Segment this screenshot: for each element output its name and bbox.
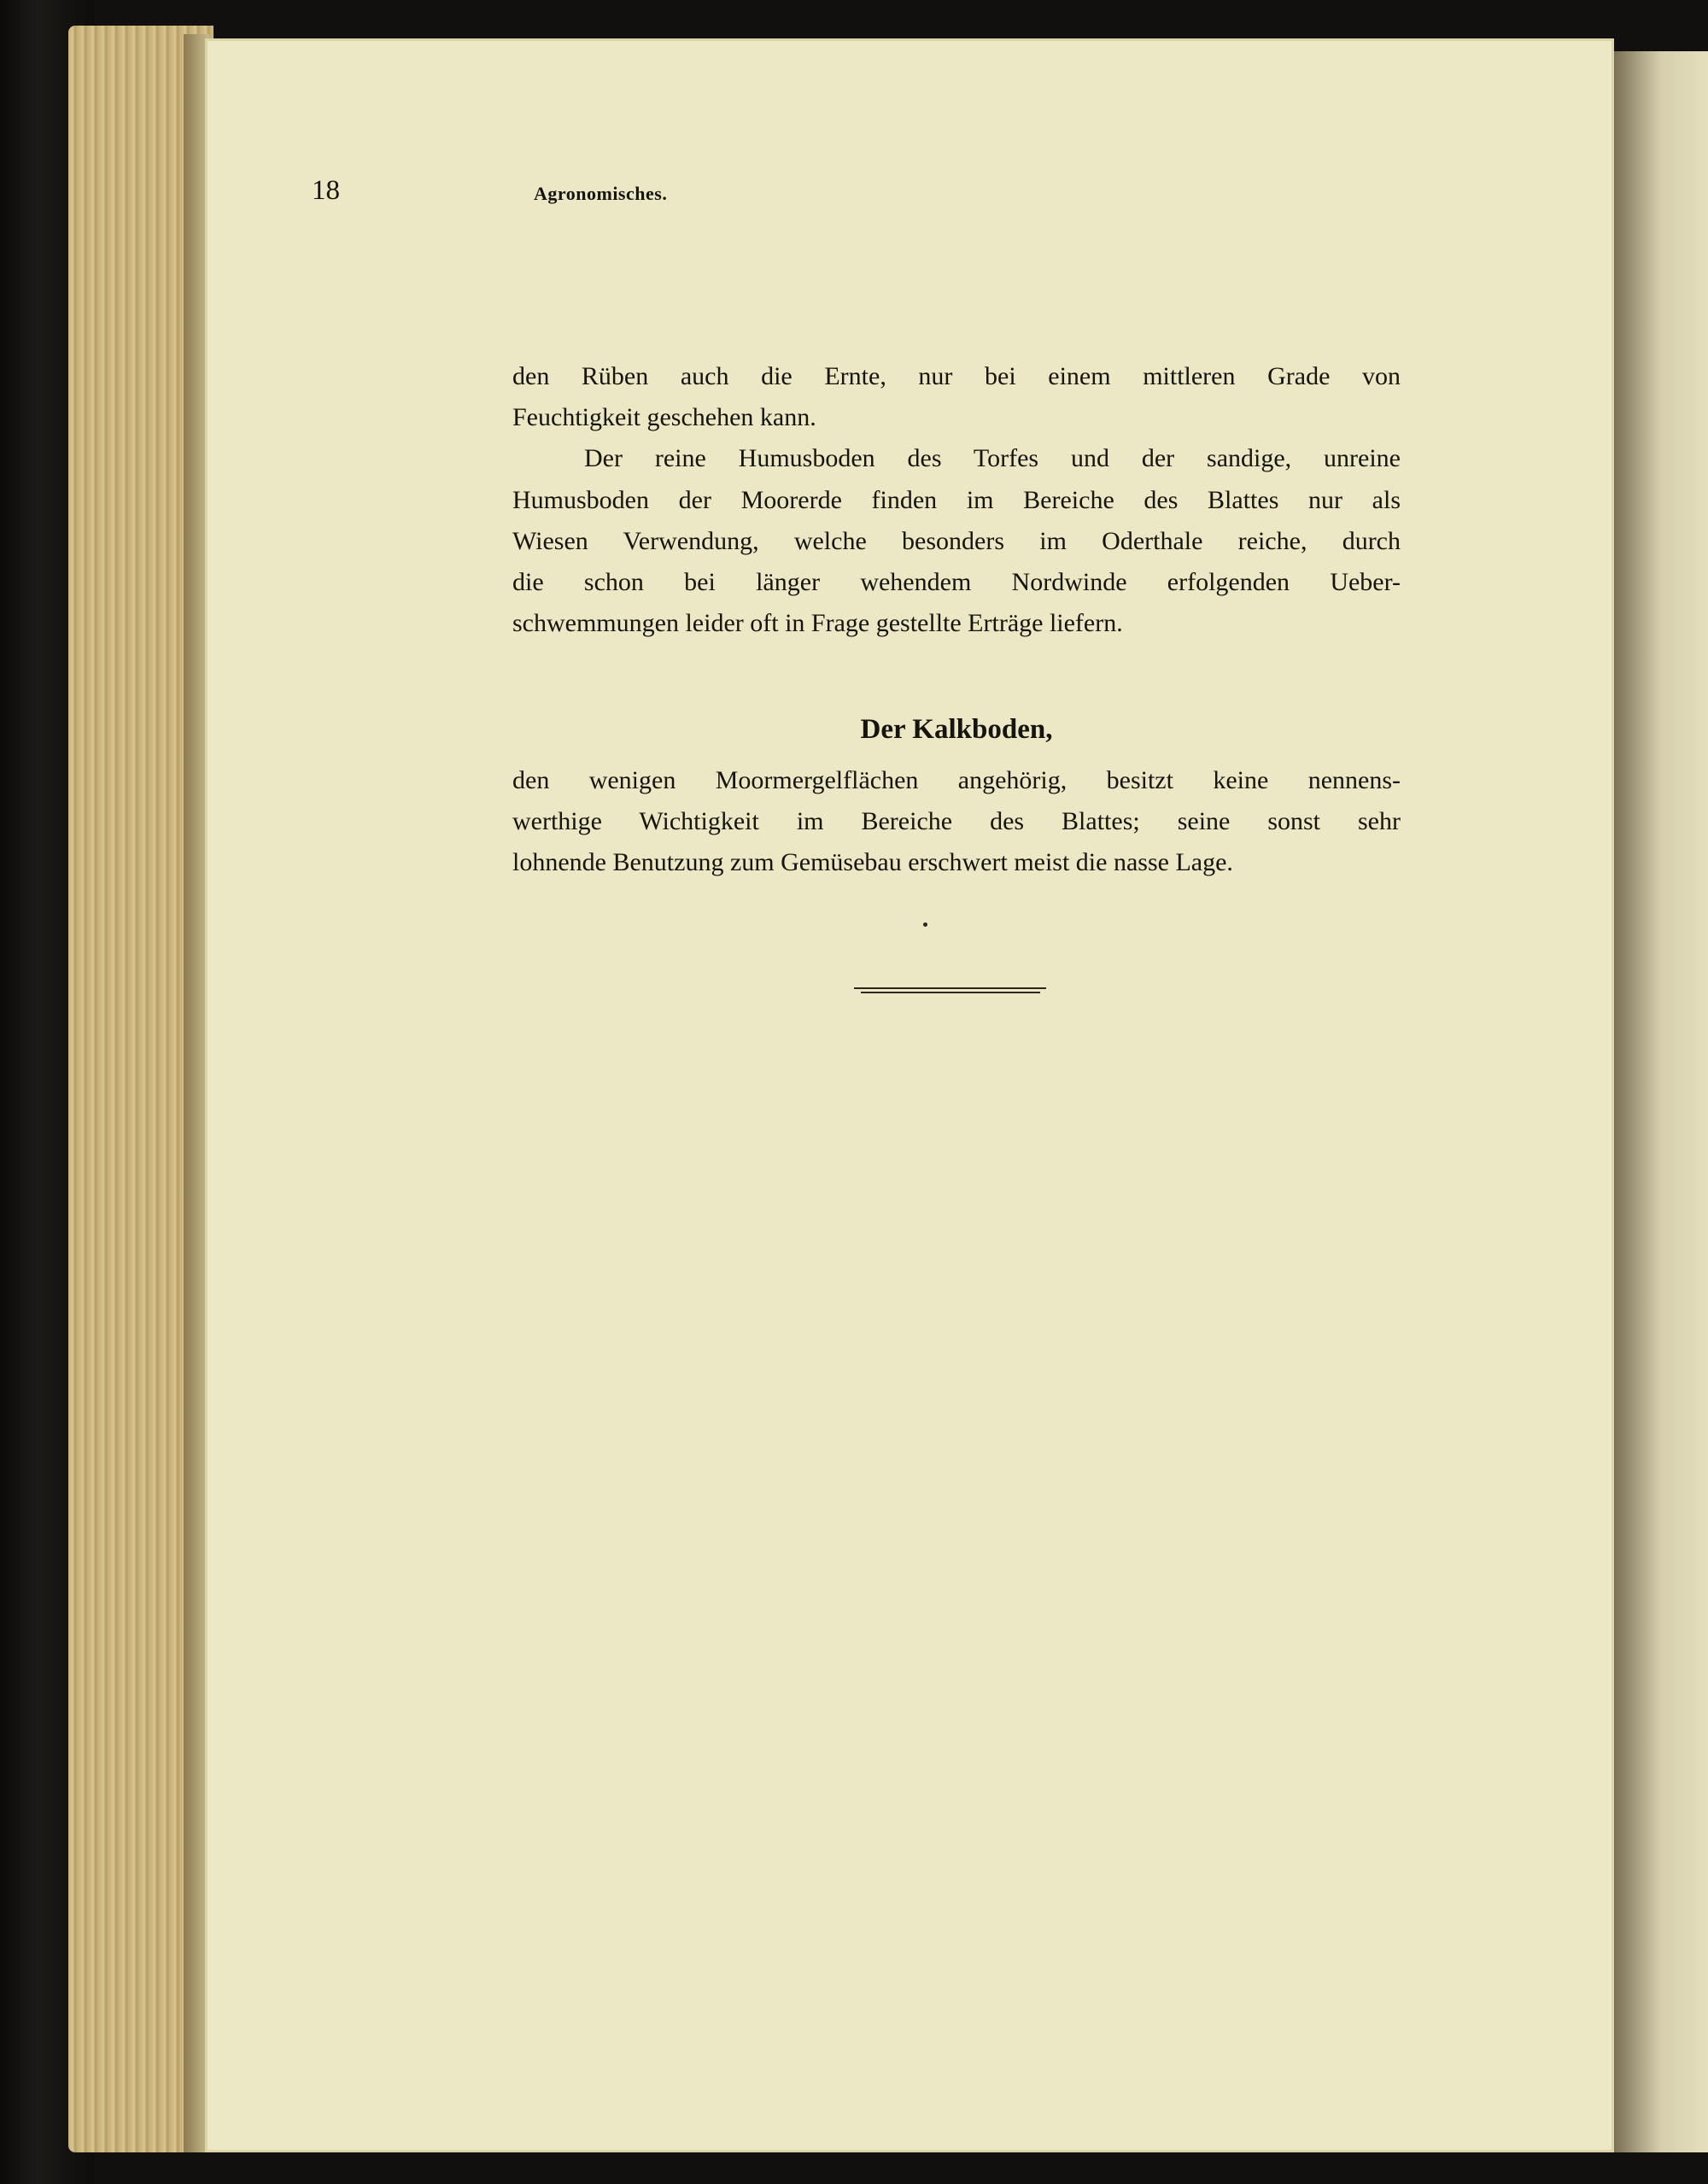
section-divider <box>854 987 1046 989</box>
text-line: Der reine Humusboden des Torfes und der sandige, unreine <box>584 444 1401 472</box>
text-line: den Rüben auch die Ernte, nur bei einem mittleren Grade von <box>512 362 1401 390</box>
text-line: lohnende Benutzung zum Gemüsebau erschwert meist die nasse Lage. <box>512 848 1233 876</box>
text-line: schwemmungen leider oft in Frage gestellte Erträge liefern. <box>512 609 1123 637</box>
text-line: Humusboden der Moorerde finden im Bereiche des Blattes nur als <box>512 486 1401 514</box>
section-divider <box>861 992 1040 993</box>
text-line: Wiesen Verwendung, welche besonders im Oderthale reiche, durch <box>512 527 1401 555</box>
running-title: Agronomisches. <box>534 183 668 204</box>
next-page-edge <box>1614 51 1708 2152</box>
ink-speck <box>923 922 927 927</box>
page-number: 18 <box>312 175 340 206</box>
text-line: die schon bei länger wehendem Nordwinde erfolgenden Ueber- <box>512 568 1401 596</box>
text-line: den wenigen Moormergelflächen angehörig, besitzt keine nennens- <box>512 766 1401 794</box>
section-heading: Der Kalkboden, <box>860 714 1053 745</box>
text-line: Feuchtigkeit geschehen kann. <box>512 403 816 431</box>
text-line: werthige Wichtigkeit im Bereiche des Blattes; seine sonst sehr <box>512 807 1401 835</box>
